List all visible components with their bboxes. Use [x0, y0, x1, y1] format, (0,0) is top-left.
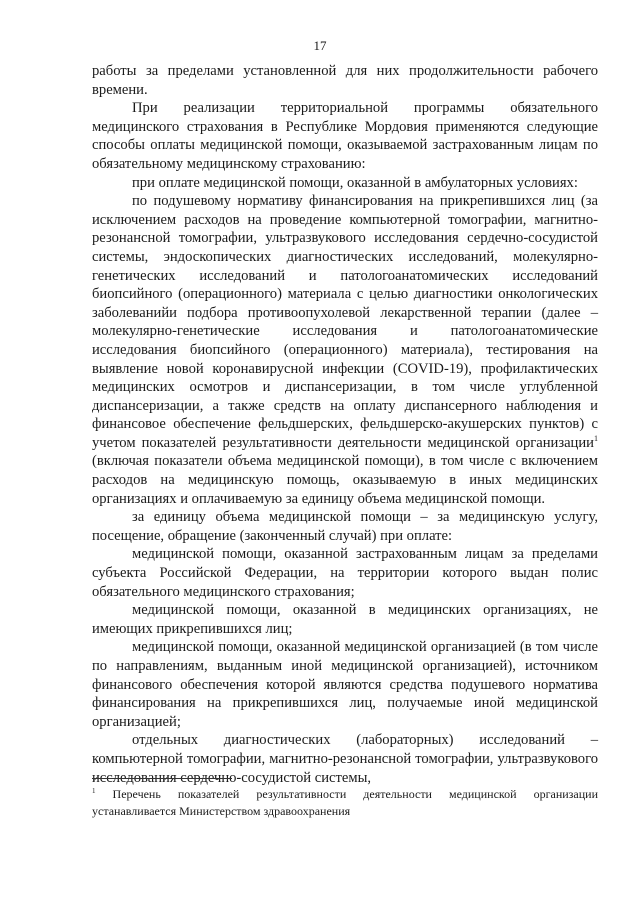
paragraph-no-attached: медицинской помощи, оказанной в медицинских организациях, не имеющих прикрепившихся лиц; — [92, 602, 598, 637]
paragraph-outside-region: медицинской помощи, оказанной застрахованным лицам за пределами субъекта Российской Федерации, на территории которого выдан полис обязательного медицинского страхования; — [92, 546, 598, 600]
footnote-divider — [92, 778, 232, 779]
paragraph-referral: медицинской помощи, оказанной медицинской организацией (в том числе по направлениям, выданным иной медицинской организацией), источником финансового обеспечения которой являются средства подушевого норматива финансирования на прикрепившихся лиц, получаемые иной медицинской организацией; — [92, 639, 598, 730]
paragraph-continuation: работы за пределами установленной для них продолжительности рабочего времени. — [92, 63, 598, 98]
footnote — [92, 786, 598, 820]
footnote-text: Перечень показателей результативности деятельности медицинской организации устанавливается Министерством здравоохранения — [92, 787, 599, 818]
footnote-marker: 1 — [594, 434, 598, 444]
paragraph-per-unit: за единицу объема медицинской помощи – за медицинскую услугу, посещение, обращение (законченный случай) при оплате: — [92, 509, 598, 544]
page-number: 17 — [313, 38, 327, 53]
paragraph-diagnostics: отдельных диагностических (лабораторных) исследований – компьютерной томографии, магнитно-резонансной томографии, ультразвукового исследования сердечно-сосудистой системы, — [92, 732, 598, 786]
per-capita-text-cont: (включая показатели объема медицинской помощи), в том числе с включением расходов на медицинскую помощь, оказываемую в иных медицинских организациях и оплачиваемую за единицу объема медицинской помощи. — [92, 453, 598, 507]
body-text — [92, 62, 598, 787]
footnote-number: 1 — [92, 787, 96, 795]
per-capita-text: по подушевому нормативу финансирования на прикрепившихся лиц (за исключением расходов на проведение компьютерной томографии, магнитно-резонансной томографии, ультразвукового исследования сердечно-сосудистой системы, эндоскопических диагностических исследований, молекулярно-генетических исследований и патологоанатомических исследований биопсийного (операционного) материала с целью диагностики онкологических заболеванийи подбора противоопухолевой лекарственной терапии (далее – молекулярно-генетические исследования и патологоанатомические исследования биопсийного (операционного) материала), тестирования на выявление новой коронавирусной инфекции (COVID-19), профилактических медицинских осмотров и диспансеризации, в том числе углубленной диспансеризации, а также средств на оплату диспансерного наблюдения и финансовое обеспечение фельдшерских, фельдшерско-акушерских пунктов) с учетом показателей результативности деятельности медицинской организации — [92, 193, 598, 451]
paragraph-payment-methods-intro: При реализации территориальной программы обязательного медицинского страхования в Республике Мордовия применяются следующие способы оплаты медицинской помощи, оказываемой застрахованным лицам по обязательному медицинскому страхованию: — [92, 100, 598, 172]
paragraph-per-capita — [92, 192, 598, 508]
paragraph-ambulatory: при оплате медицинской помощи, оказанной в амбулаторных условиях: — [132, 174, 578, 191]
